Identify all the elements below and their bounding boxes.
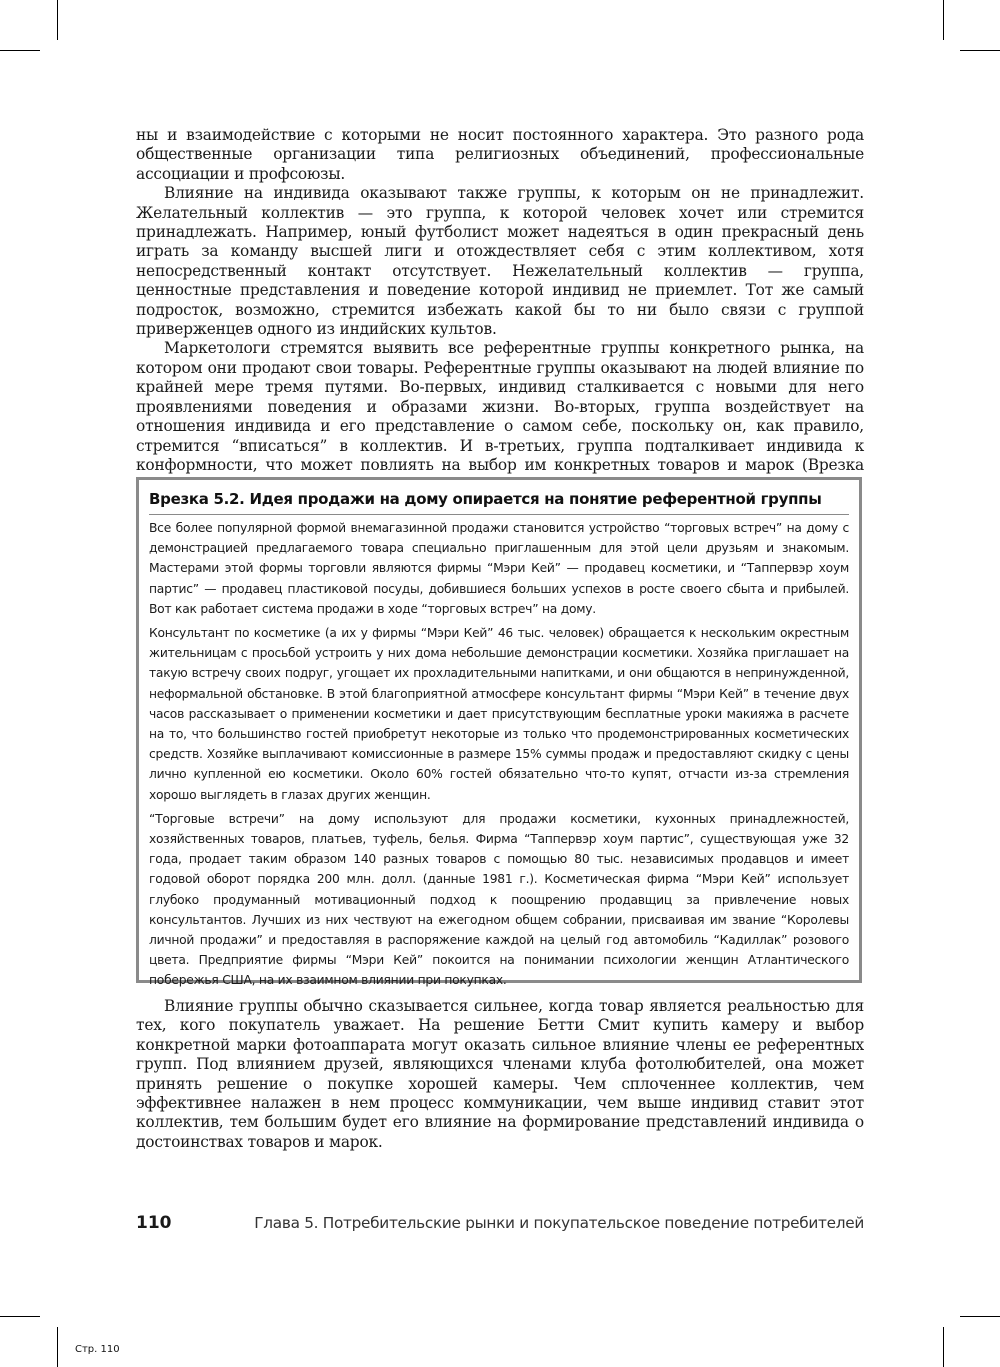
crop-mark [57,1327,58,1367]
crop-mark [57,0,58,40]
inset-paragraph: Все более популярной формой внемагазинной продажи становится устройство “торговых встреч” на дому с демонстрацией предлагаемого товара специально приглашенным для этой цели друзьям и знакомым. Мастерами этой формы торговли являются фирмы “Мэри Кей” — продавец косметики, и “Таппервэр хоум партис” — продавец пластиковой посуды, добившиеся больших успехов в росте своего сбыта и прибылей. Вот как работает система продажи в ходе “торговых встреч” на дому. [149,521,849,616]
inset-divider [149,514,849,515]
crop-mark [943,0,944,40]
crop-mark [0,50,40,51]
inset-title: Врезка 5.2. Идея продажи на дому опирается на понятие референтной группы [149,490,822,508]
paragraph: Влияние группы обычно сказывается сильнее, когда товар является реальностью для тех, кого покупатель уважает. На решение Бетти Смит купить камеру и выбор конкретной марки фотоаппарата могут оказать сильное влияние члены ее референтных групп. Под влиянием друзей, являющихся членами клуба фотолюбителей, она может принять решение о покупке хорошей камеры. Чем сплоченнее коллектив, чем эффективнее налажен в нем процесс коммуникации, чем выше индивид ставит этот коллектив, тем большим будет его влияние на формирование представлений индивида о достоинствах товаров и марок. [136,997,864,1151]
inset-paragraph: Консультант по косметике (а их у фирмы “Мэри Кей” 46 тыс. человек) обращается к нескольким окрестным жительницам с просьбой устроить у них дома небольшие демонстрации косметики. Хозяйка приглашает на такую встречу своих подруг, угощает их прохладительными напитками, и они общаются в непринужденной, неформальной обстановке. В этой благоприятной атмосфере консультант фирмы “Мэри Кей” в течение двух часов рассказывает о применении косметики и дает присутствующим бесплатные уроки макияжа в расчете на то, что большинство гостей приобретут некоторые из только что продемонстрированных косметических средств. Хозяйке выплачивают комиссионные в размере 15% суммы продаж и предоставляют скидку с цены лично купленной ею косметики. Около 60% гостей обязательно что-то купят, отчасти из-за стремления хорошо выглядеть в глазах других женщин. [149,626,849,802]
paragraph: ны и взаимодействие с которыми не носит постоянного характера. Это разного рода общественные организации типа религиозных объединений, профессиональные ассоциации и профсоюзы. [136,126,864,183]
paragraph: Маркетологи стремятся выявить все референтные группы конкретного рынка, на котором они продают свои товары. Референтные группы оказывают на людей влияние по крайней мере тремя путями. Во-первых, индивид сталкивается с новыми для него проявлениями поведения и образами жизни. Во-вторых, группа воздействует на отношения индивида и его представление о самом себе, поскольку он, как правило, стремится “вписаться” в коллектив. И в-третьих, группа подталкивает индивида к конформности, что может повлиять на выбор им конкретных товаров и марок (Врезка [136,339,864,474]
top-body-text [136,126,864,495]
crop-mark [960,50,1000,51]
crop-mark [943,1327,944,1367]
paragraph: Влияние на индивида оказывают также группы, к которым он не принадлежит. Желательный коллектив — это группа, к которой человек хочет или стремится принадлежать. Например, юный футболист может надеяться в один прекрасный день играть за команду высшей лиги и отождествляет себя с этим коллективом, хотя непосредственный контакт отсутствует. Нежелательный коллектив — группа, ценностные представления и поведение которой индивид не приемлет. Тот же самый подросток, возможно, стремится избежать какой бы то ни было связи с группой приверженцев одного из индийских культов. [136,184,864,339]
crop-mark [960,1316,1000,1317]
page-stamp: Стр. 110 [75,1344,120,1355]
crop-mark [0,1316,40,1317]
bottom-body-text [136,997,864,1152]
inset-box [136,477,862,988]
inset-paragraph: “Торговые встречи” на дому используют для продажи косметики, кухонных принадлежностей, хозяйственных товаров, платьев, туфель, белья. Фирма “Таппервэр хоум партис”, существующая уже 32 года, продает таким образом 140 разных товаров с помощью 80 тыс. независимых продавцов и имеет годовой оборот порядка 200 млн. долл. (данные 1981 г.). Косметическая фирма “Мэри Кей” использует глубоко продуманный мотивационный подход к поощрению продавщиц за привлечение новых консультантов. Лучших из них чествуют на ежегодном общем собрании, присваивая им звание “Королевы личной продажи” и предоставляя в распоряжение каждой на целый год автомобиль “Кадиллак” розового цвета. Предприятие фирмы “Мэри Кей” покоится на понимании психологии женщин Атлантического побережья США, на их взаимном влиянии при покупках. [149,811,849,988]
page-number: 110 [136,1213,172,1233]
running-title: Глава 5. Потребительские рынки и покупательское поведение потребителей [254,1214,864,1232]
inset-body [149,518,849,995]
